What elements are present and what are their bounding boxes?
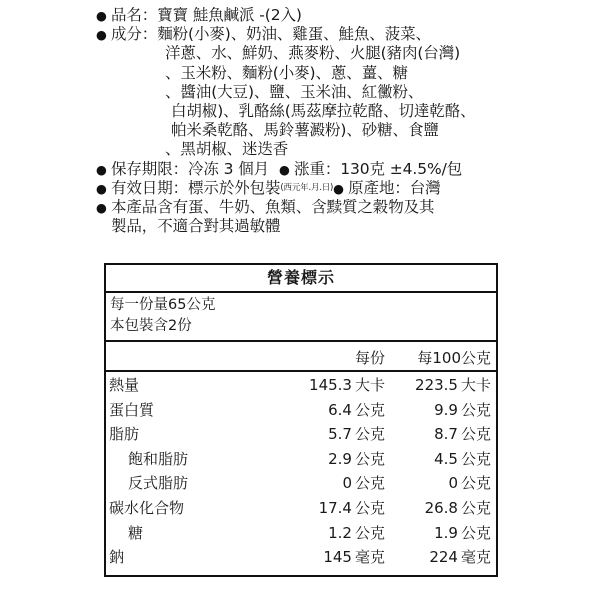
- product-declaration-block: [96, 6, 526, 236]
- ingredients-text-5: 白胡椒)、乳酪絲(馬茲摩拉乾酪、切達乾酪、: [171, 102, 476, 121]
- origin-value: 台灣: [409, 178, 441, 197]
- nutrition-row: [106, 448, 496, 473]
- per-serving-value: [266, 448, 391, 469]
- value-number: 26.8: [424, 498, 458, 517]
- nutrient-name: 蛋白質: [109, 400, 155, 419]
- net-weight-group: [279, 160, 462, 179]
- value-unit: 公克: [460, 523, 491, 542]
- shelf-life-label: 保存期限：: [111, 159, 189, 178]
- ingredients-text-3: 、玉米粉、麵粉(小麥)、蔥、薑、糖: [165, 63, 408, 82]
- shelf-life-and-net-weight-line: [96, 160, 526, 179]
- value-unit: 毫克: [354, 548, 385, 567]
- value-unit: 公克: [354, 400, 385, 419]
- bullet-icon: [96, 160, 111, 179]
- nutrient-name: 碳水化合物: [109, 498, 185, 517]
- ingredients-line-5: [96, 102, 526, 121]
- value-number: 2.9: [328, 449, 352, 468]
- ingredients-line-1: [96, 25, 526, 44]
- value-unit: 公克: [460, 425, 491, 444]
- per-serving-value: [266, 423, 391, 444]
- servings-per-pack: 本包裝含2份: [110, 318, 192, 334]
- per-serving-value: [266, 399, 391, 420]
- ingredients-text-4: 、醬油(大豆)、鹽、玉米油、紅黴粉、: [165, 82, 424, 101]
- value-number: 223.5: [415, 376, 458, 394]
- nutrition-column-headers: [106, 342, 496, 372]
- bullet-icon: [96, 6, 111, 25]
- serving-info-section: [106, 293, 496, 342]
- product-name-label: 品名：: [111, 6, 158, 24]
- value-unit: 公克: [354, 498, 385, 517]
- per-100g-value: [391, 522, 496, 543]
- origin-group: [333, 179, 440, 198]
- value-unit: 公克: [460, 498, 491, 517]
- nutrient-name: 鈉: [109, 548, 125, 567]
- per-serving-value: [266, 472, 391, 493]
- nutrient-name: 熱量: [109, 376, 140, 394]
- ingredients-line-4: [96, 83, 526, 102]
- value-unit: 大卡: [354, 376, 385, 394]
- per-100g-value: [391, 399, 496, 420]
- bullet-icon: [96, 179, 111, 198]
- value-number: 1.9: [434, 523, 458, 542]
- product-name-line: [96, 6, 526, 25]
- ingredients-line-2: [96, 44, 526, 63]
- ingredients-label: 成分：: [111, 25, 158, 44]
- per-serving-value: [266, 522, 391, 543]
- ingredients-line-7: [96, 140, 526, 159]
- column-header-per-serving: 每份: [354, 349, 385, 367]
- net-weight-value: 130克 ±4.5%/包: [340, 159, 463, 178]
- product-name-value: 寶寶 鮭魚鹹派 -(2入): [157, 6, 302, 24]
- value-number: 145.3: [309, 376, 352, 394]
- value-number: 145: [323, 548, 352, 567]
- nutrient-name: 糖: [128, 523, 144, 542]
- nutrition-row: [106, 423, 496, 448]
- nutrient-name: 脂肪: [109, 425, 140, 444]
- value-unit: 公克: [354, 474, 385, 493]
- value-number: 5.7: [328, 425, 352, 444]
- value-unit: 公克: [354, 425, 385, 444]
- per-100g-value: [391, 472, 496, 493]
- ingredients-text-1: 麵粉(小麥)、奶油、雞蛋、鮭魚、菠菜、: [157, 25, 431, 44]
- value-unit: 公克: [354, 523, 385, 542]
- per-100g-value: [391, 546, 496, 567]
- per-100g-value: [391, 423, 496, 444]
- expiry-and-origin-line: [96, 179, 526, 198]
- nutrient-name: 飽和脂肪: [128, 449, 189, 468]
- nutrition-row: [106, 399, 496, 424]
- value-number: 6.4: [328, 400, 352, 419]
- nutrition-row: [106, 546, 496, 571]
- nutrition-row: [106, 522, 496, 547]
- bullet-icon: [279, 160, 294, 179]
- serving-size: 每一份量65公克: [110, 297, 216, 313]
- origin-label: 原產地：: [348, 178, 410, 197]
- value-number: 9.9: [434, 400, 458, 419]
- per-100g-value: [391, 448, 496, 469]
- allergen-warning-text-2: 製品，不適合對其過敏體: [111, 217, 281, 236]
- ingredients-line-6: [96, 121, 526, 140]
- net-weight-label: 涨重：: [294, 159, 341, 178]
- ingredients-text-7: 、黑胡椒、迷迭香: [165, 140, 289, 159]
- value-unit: 公克: [354, 449, 385, 468]
- nutrition-table-title: 營養標示: [106, 265, 496, 293]
- nutrition-row: [106, 472, 496, 497]
- per-serving-value: [266, 374, 391, 395]
- value-number: 0: [448, 474, 458, 493]
- expiry-value: 標示於外包裝: [188, 178, 281, 197]
- shelf-life-value: 冷冻 3 個月: [188, 159, 270, 178]
- value-number: 17.4: [318, 498, 352, 517]
- ingredients-text-2: 洋蔥、水、鮮奶、燕麥粉、火腿(豬肉(台灣): [165, 44, 461, 63]
- value-number: 4.5: [434, 449, 458, 468]
- bullet-icon: [96, 25, 111, 44]
- value-unit: 公克: [460, 400, 491, 419]
- allergen-warning-line-2: [96, 217, 526, 236]
- bullet-icon: [333, 179, 348, 198]
- expiry-format-note: (西元年.月.日): [280, 182, 334, 193]
- value-number: 224: [429, 548, 458, 567]
- value-unit: 毫克: [460, 548, 491, 567]
- value-unit: 公克: [460, 449, 491, 468]
- column-header-per-100g: 每100公克: [417, 349, 491, 367]
- value-unit: 公克: [460, 474, 491, 493]
- nutrition-row: [106, 374, 496, 399]
- value-number: 0: [342, 474, 352, 493]
- nutrition-rows-container: [106, 372, 496, 575]
- nutrient-name: 反式脂肪: [128, 474, 189, 493]
- nutrition-row: [106, 497, 496, 522]
- per-serving-value: [266, 546, 391, 567]
- value-number: 1.2: [328, 523, 352, 542]
- value-unit: 大卡: [460, 376, 491, 394]
- expiry-label: 有效日期：: [111, 178, 189, 197]
- per-100g-value: [391, 374, 496, 395]
- per-100g-value: [391, 497, 496, 518]
- allergen-warning-text-1: 本產品含有蛋、牛奶、魚類、含黩質之穀物及其: [111, 198, 435, 217]
- nutrition-facts-table: [104, 263, 498, 577]
- bullet-icon: [96, 198, 111, 217]
- ingredients-line-3: [96, 64, 526, 83]
- ingredients-text-6: 帕米桑乾酪、馬鈴薯澱粉)、砂糖、食鹽: [171, 121, 439, 140]
- per-serving-value: [266, 497, 391, 518]
- value-number: 8.7: [434, 425, 458, 444]
- allergen-warning-line-1: [96, 198, 526, 217]
